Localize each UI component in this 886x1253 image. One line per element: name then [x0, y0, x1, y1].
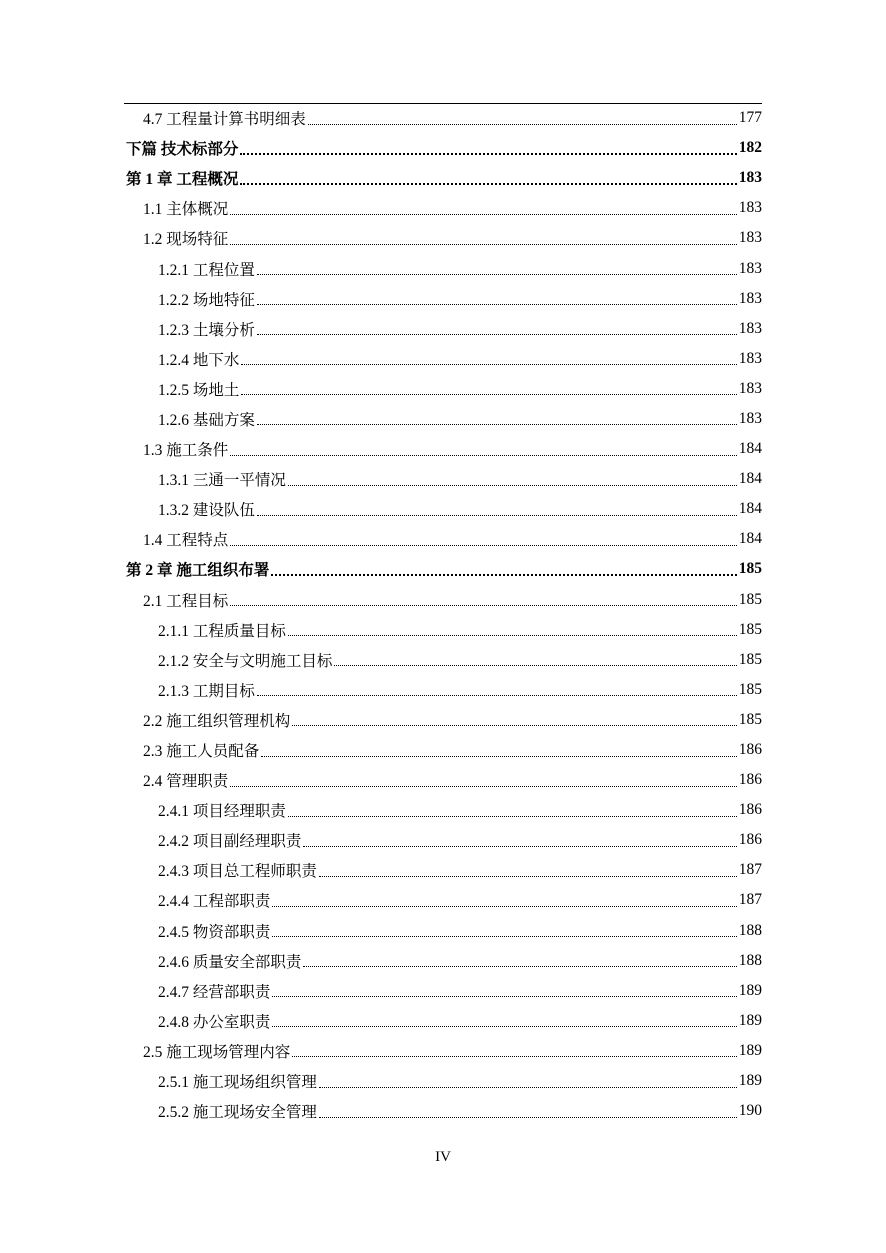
toc-entry-page: 185 — [738, 590, 762, 608]
toc-entry-title: 2.1 工程目标 — [143, 592, 229, 610]
toc-entry[interactable] — [124, 825, 762, 855]
toc-entry-page: 189 — [738, 1072, 762, 1090]
toc-entry[interactable] — [124, 133, 762, 163]
toc-entry-page: 183 — [738, 289, 762, 307]
toc-leader-dots — [230, 244, 736, 245]
toc-entry-page: 182 — [738, 139, 762, 157]
toc-entry-title: 2.2 施工组织管理机构 — [143, 712, 291, 730]
toc-entry-page: 183 — [738, 379, 762, 397]
toc-entry-title: 第 2 章 施工组织布署 — [126, 562, 270, 580]
toc-leader-dots — [334, 665, 736, 666]
toc-entry-page: 183 — [738, 229, 762, 247]
toc-entry[interactable] — [124, 494, 762, 524]
toc-entry-page: 184 — [738, 500, 762, 518]
toc-entry[interactable] — [124, 735, 762, 765]
toc-entry-title: 2.4.1 项目经理职责 — [158, 803, 286, 821]
toc-entry-title: 2.4.8 办公室职责 — [158, 1013, 271, 1031]
toc-entry-page: 185 — [738, 620, 762, 638]
toc-leader-dots — [230, 214, 736, 215]
toc-entry-title: 2.1.2 安全与文明施工目标 — [158, 652, 333, 670]
toc-leader-dots — [288, 635, 737, 636]
toc-entry-page: 186 — [738, 771, 762, 789]
toc-entry-title: 1.2.6 基础方案 — [158, 411, 255, 429]
toc-entry-page: 184 — [738, 440, 762, 458]
toc-leader-dots — [272, 936, 736, 937]
toc-entry-title: 2.4.7 经营部职责 — [158, 983, 271, 1001]
toc-entry-title: 第 1 章 工程概况 — [126, 171, 239, 189]
toc-entry[interactable] — [124, 163, 762, 193]
toc-leader-dots — [271, 574, 736, 576]
toc-leader-dots — [257, 274, 737, 275]
toc-entry-page: 186 — [738, 741, 762, 759]
toc-entry[interactable] — [124, 795, 762, 825]
toc-entry-title: 1.2.4 地下水 — [158, 351, 240, 369]
toc-leader-dots — [230, 545, 736, 546]
toc-leader-dots — [292, 725, 736, 726]
toc-entry-page: 177 — [738, 109, 762, 127]
toc-leader-dots — [288, 816, 737, 817]
toc-entry-title: 2.4.3 项目总工程师职责 — [158, 863, 317, 881]
toc-entry-title: 2.4.2 项目副经理职责 — [158, 833, 302, 851]
toc-entry-title: 1.4 工程特点 — [143, 532, 229, 550]
toc-leader-dots — [241, 394, 736, 395]
toc-entry-page: 183 — [738, 259, 762, 277]
toc-entry-page: 186 — [738, 801, 762, 819]
toc-entry[interactable] — [124, 855, 762, 885]
toc-entry[interactable] — [124, 615, 762, 645]
toc-entry-title: 2.4.4 工程部职责 — [158, 893, 271, 911]
toc-entry-page: 186 — [738, 831, 762, 849]
toc-entry-title: 1.2.3 土壤分析 — [158, 321, 255, 339]
toc-entry-page: 189 — [738, 981, 762, 999]
toc-entry[interactable] — [124, 1006, 762, 1036]
toc-entry[interactable] — [124, 1096, 762, 1126]
toc-leader-dots — [303, 846, 736, 847]
toc-entry-page: 187 — [738, 891, 762, 909]
toc-leader-dots — [257, 304, 737, 305]
toc-entry-title: 1.3.2 建设队伍 — [158, 502, 255, 520]
toc-entry-page: 184 — [738, 470, 762, 488]
toc-leader-dots — [257, 515, 737, 516]
toc-entry[interactable] — [124, 675, 762, 705]
toc-entry-title: 1.3.1 三通一平情况 — [158, 472, 286, 490]
toc-leader-dots — [272, 1026, 736, 1027]
toc-entry-page: 188 — [738, 921, 762, 939]
toc-entry-title: 1.2.1 工程位置 — [158, 261, 255, 279]
toc-entry-title: 4.7 工程量计算书明细表 — [143, 111, 306, 129]
toc-entry[interactable] — [124, 585, 762, 615]
toc-leader-dots — [319, 876, 737, 877]
toc-entry-page: 185 — [738, 680, 762, 698]
toc-entry-title: 2.3 施工人员配备 — [143, 743, 260, 761]
toc-entry-page: 188 — [738, 951, 762, 969]
toc-entry[interactable] — [124, 404, 762, 434]
table-of-contents — [124, 103, 762, 1126]
page-number: IV — [435, 1149, 451, 1165]
toc-entry-title: 1.2.2 场地特征 — [158, 291, 255, 309]
toc-entry-page: 185 — [738, 710, 762, 728]
toc-leader-dots — [261, 756, 736, 757]
toc-entry[interactable] — [124, 344, 762, 374]
toc-entry-title: 2.5.1 施工现场组织管理 — [158, 1074, 317, 1092]
toc-entry-page: 187 — [738, 861, 762, 879]
toc-entry[interactable] — [124, 765, 762, 795]
toc-entry-title: 2.1.1 工程质量目标 — [158, 622, 286, 640]
toc-entry[interactable] — [124, 645, 762, 675]
toc-leader-dots — [272, 996, 736, 997]
toc-entry-title: 下篇 技术标部分 — [126, 141, 239, 159]
toc-leader-dots — [240, 183, 736, 185]
toc-leader-dots — [241, 364, 736, 365]
toc-leader-dots — [308, 124, 737, 125]
toc-entry-page: 183 — [738, 409, 762, 427]
toc-entry-title: 2.4.5 物资部职责 — [158, 923, 271, 941]
toc-entry[interactable] — [124, 374, 762, 404]
toc-entry-page: 183 — [738, 199, 762, 217]
toc-entry-page: 189 — [738, 1041, 762, 1059]
toc-entry[interactable] — [124, 885, 762, 915]
toc-entry[interactable] — [124, 103, 762, 133]
toc-entry-title: 2.5.2 施工现场安全管理 — [158, 1104, 317, 1122]
toc-leader-dots — [292, 1056, 736, 1057]
toc-entry-page: 189 — [738, 1011, 762, 1029]
toc-entry-title: 2.4.6 质量安全部职责 — [158, 953, 302, 971]
toc-entry[interactable] — [124, 284, 762, 314]
toc-entry[interactable] — [124, 916, 762, 946]
toc-entry[interactable] — [124, 946, 762, 976]
toc-leader-dots — [288, 485, 737, 486]
toc-entry[interactable] — [124, 524, 762, 554]
toc-entry-page: 185 — [738, 650, 762, 668]
toc-leader-dots — [230, 786, 736, 787]
toc-entry[interactable] — [124, 464, 762, 494]
toc-entry-title: 1.2.5 场地土 — [158, 381, 240, 399]
toc-leader-dots — [272, 906, 736, 907]
toc-leader-dots — [319, 1117, 737, 1118]
toc-entry-title: 2.1.3 工期目标 — [158, 682, 255, 700]
toc-entry[interactable] — [124, 705, 762, 735]
toc-entry[interactable] — [124, 223, 762, 253]
toc-leader-dots — [257, 695, 737, 696]
toc-entry-page: 183 — [738, 349, 762, 367]
toc-leader-dots — [240, 153, 736, 155]
toc-leader-dots — [319, 1087, 737, 1088]
toc-leader-dots — [257, 424, 737, 425]
toc-leader-dots — [230, 455, 736, 456]
toc-entry-title: 1.1 主体概况 — [143, 201, 229, 219]
toc-entry-page: 190 — [738, 1102, 762, 1120]
toc-leader-dots — [257, 334, 737, 335]
toc-entry[interactable] — [124, 976, 762, 1006]
toc-leader-dots — [230, 605, 736, 606]
toc-entry[interactable] — [124, 554, 762, 584]
toc-leader-dots — [303, 966, 736, 967]
toc-entry[interactable] — [124, 314, 762, 344]
toc-entry-title: 2.5 施工现场管理内容 — [143, 1043, 291, 1061]
toc-entry[interactable] — [124, 253, 762, 283]
toc-entry-title: 1.3 施工条件 — [143, 442, 229, 460]
toc-entry-page: 184 — [738, 530, 762, 548]
toc-entry-title: 1.2 现场特征 — [143, 231, 229, 249]
toc-entry-page: 183 — [738, 169, 762, 187]
toc-entry-page: 185 — [738, 560, 762, 578]
toc-entry[interactable] — [124, 1066, 762, 1096]
toc-entry[interactable] — [124, 1036, 762, 1066]
toc-entry-page: 183 — [738, 319, 762, 337]
toc-entry-title: 2.4 管理职责 — [143, 773, 229, 791]
toc-entry[interactable] — [124, 193, 762, 223]
toc-entry[interactable] — [124, 434, 762, 464]
